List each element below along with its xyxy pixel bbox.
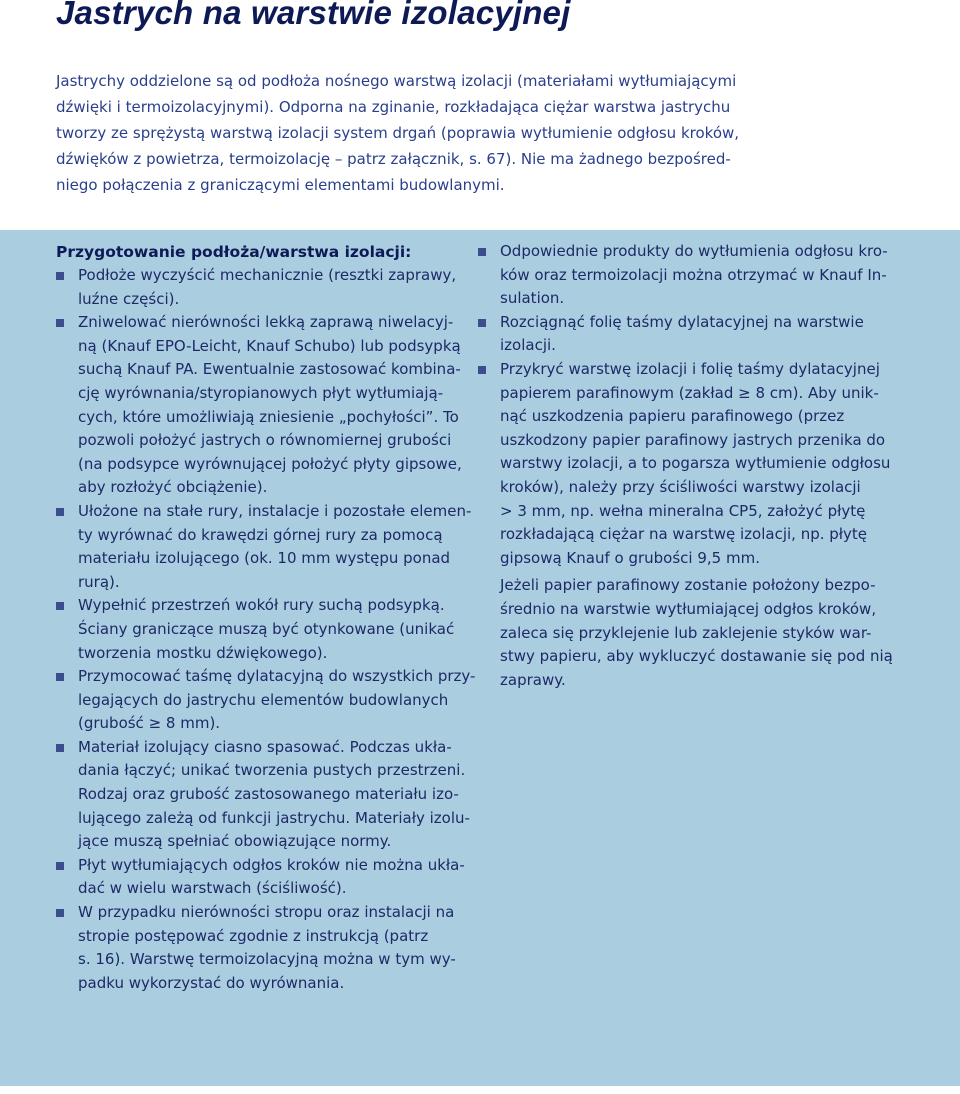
bullet-square-icon bbox=[56, 272, 64, 280]
list-item-line: dać w wielu warstwach (ściśliwość). bbox=[78, 879, 347, 898]
note-paragraph bbox=[478, 574, 893, 692]
list-item-line: kroków), należy przy ściśliwości warstwy izolacji bbox=[500, 477, 861, 496]
list-item-line: legających do jastrychu elementów budowlanych bbox=[78, 690, 449, 709]
list-item bbox=[56, 264, 456, 311]
list-item bbox=[478, 240, 888, 311]
note-line: średnio na warstwie wytłumiającej odgłos kroków, bbox=[500, 599, 877, 618]
list-item-line: Wypełnić przestrzeń wokół rury suchą podsypką. bbox=[78, 596, 445, 615]
list-item-line: ków oraz termoizolacji można otrzymać w Knauf In- bbox=[500, 265, 887, 284]
list-item-line: padku wykorzystać do wyrównania. bbox=[78, 973, 345, 992]
left-column bbox=[56, 240, 476, 995]
note-line: Jeżeli papier parafinowy zostanie położony bezpo- bbox=[500, 576, 876, 595]
list-item-line: Przykryć warstwę izolacji i folię taśmy dylatacyjnej bbox=[500, 359, 880, 378]
bullet-square-icon bbox=[56, 319, 64, 327]
list-item-line: Odpowiednie produkty do wytłumienia odgłosu kro- bbox=[500, 242, 888, 260]
list-item-line: W przypadku nierówności stropu oraz instalacji na bbox=[78, 903, 455, 922]
bullet-square-icon bbox=[56, 909, 64, 917]
list-item-line: cję wyrównania/styropianowych płyt wytłumiają- bbox=[78, 383, 444, 402]
list-item-line: ty wyrównać do krawędzi górnej rury za pomocą bbox=[78, 525, 443, 544]
list-item-line: cych, które umożliwiają zniesienie „pochyłości”. To bbox=[78, 407, 459, 426]
intro-line: tworzy ze sprężystą warstwą izolacji system drgań (poprawia wytłumienie odgłosu kroków, bbox=[56, 124, 740, 142]
list-item-line: rurą). bbox=[78, 572, 120, 591]
bullet-square-icon bbox=[478, 366, 486, 374]
list-item bbox=[56, 594, 456, 665]
list-item-line: Zniwelować nierówności lekką zaprawą niwelacyj- bbox=[78, 313, 454, 332]
list-item-line: (grubość ≥ 8 mm). bbox=[78, 714, 221, 733]
list-item-line: tworzenia mostku dźwiękowego). bbox=[78, 643, 328, 662]
list-item-line: gipsową Knauf o grubości 9,5 mm. bbox=[500, 548, 760, 567]
list-item bbox=[478, 311, 880, 358]
intro-line: dźwięków z powietrza, termoizolację – patrz załącznik, s. 67). Nie ma żadnego bezpośred- bbox=[56, 150, 731, 168]
list-item-line: (na podsypce wyrównującej położyć płyty gipsowe, bbox=[78, 454, 462, 473]
list-item-line: Ułożone na stałe rury, instalacje i pozostałe elemen- bbox=[78, 501, 472, 520]
bullet-square-icon bbox=[478, 248, 486, 256]
list-item-line: lującego zależą od funkcji jastrychu. Materiały izolu- bbox=[78, 808, 470, 827]
list-item bbox=[478, 358, 891, 570]
list-item-line: > 3 mm, np. wełna mineralna CP5, założyć płytę bbox=[500, 501, 866, 520]
bullet-square-icon bbox=[478, 319, 486, 327]
intro-line: niego połączenia z graniczącymi elementami budowlanymi. bbox=[56, 176, 505, 194]
list-item-line: Rozciągnąć folię taśmy dylatacyjnej na warstwie bbox=[500, 312, 864, 331]
bullet-square-icon bbox=[56, 862, 64, 870]
bottom-margin bbox=[0, 1086, 960, 1094]
list-item-line: suchą Knauf PA. Ewentualnie zastosować kombina- bbox=[78, 360, 461, 379]
list-item-line: jące muszą spełniać obowiązujące normy. bbox=[78, 832, 392, 851]
list-item-line: s. 16). Warstwę termoizolacyjną można w tym wy- bbox=[78, 950, 456, 969]
list-item bbox=[56, 311, 462, 500]
list-item-line: stropie postępować zgodnie z instrukcją (patrz bbox=[78, 926, 429, 945]
intro-line: Jastrychy oddzielone są od podłoża nośnego warstwą izolacji (materiałami wytłumiającymi bbox=[56, 72, 737, 90]
list-item-line: Podłoże wyczyścić mechanicznie (resztki zaprawy, bbox=[78, 266, 457, 284]
list-item-line: dania łączyć; unikać tworzenia pustych przestrzeni. bbox=[78, 761, 466, 780]
left-bullet-list bbox=[56, 264, 476, 995]
list-item-line: warstwy izolacji, a to pogarsza wytłumienie odgłosu bbox=[500, 454, 891, 473]
list-item-line: pozwoli położyć jastrych o równomiernej grubości bbox=[78, 431, 452, 450]
list-item bbox=[56, 854, 465, 901]
list-item-line: rozkładającą ciężar na warstwę izolacji, np. płytę bbox=[500, 525, 868, 544]
note-line: stwy papieru, aby wykluczyć dostawanie się pod nią bbox=[500, 647, 893, 666]
note-line: zaleca się przyklejenie lub zaklejenie styków war- bbox=[500, 623, 872, 642]
list-item-line: Ściany graniczące muszą być otynkowane (unikać bbox=[78, 619, 455, 638]
list-item-line: materiału izolującego (ok. 10 mm występu ponad bbox=[78, 549, 451, 568]
list-item bbox=[56, 665, 476, 736]
intro-line: dźwięki i termoizolacyjnymi). Odporna na zginanie, rozkładająca ciężar warstwa jastrychu bbox=[56, 98, 731, 116]
bullet-square-icon bbox=[56, 508, 64, 516]
list-item-line: Płyt wytłumiających odgłos kroków nie można ukła- bbox=[78, 855, 465, 874]
list-item-line: ną (Knauf EPO-Leicht, Knauf Schubo) lub podsypką bbox=[78, 336, 461, 355]
list-item-line: nąć uszkodzenia papieru parafinowego (przez bbox=[500, 407, 845, 426]
intro-paragraph bbox=[56, 68, 916, 198]
list-item-line: aby rozłożyć obciążenie). bbox=[78, 478, 268, 497]
list-item-line: uszkodzony papier parafinowy jastrych przenika do bbox=[500, 430, 886, 449]
list-item-line: izolacji. bbox=[500, 336, 556, 355]
bullet-square-icon bbox=[56, 602, 64, 610]
page-title: Jastrych na warstwie izolacyjnej bbox=[56, 0, 571, 31]
right-bullet-list bbox=[478, 240, 891, 570]
list-item bbox=[56, 736, 470, 854]
right-column bbox=[478, 240, 893, 692]
bullet-square-icon bbox=[56, 744, 64, 752]
section-heading: Przygotowanie podłoża/warstwa izolacji: bbox=[56, 243, 412, 261]
list-item bbox=[56, 901, 456, 995]
instructions-panel bbox=[0, 230, 960, 1086]
list-item-line: Przymocować taśmę dylatacyjną do wszystkich przy- bbox=[78, 667, 476, 686]
list-item-line: sulation. bbox=[500, 289, 565, 308]
list-item-line: papierem parafinowym (zakład ≥ 8 cm). Aby unik- bbox=[500, 383, 879, 402]
bullet-square-icon bbox=[56, 673, 64, 681]
list-item-line: luźne części). bbox=[78, 289, 180, 308]
list-item-line: Materiał izolujący ciasno spasować. Podczas ukła- bbox=[78, 737, 452, 756]
list-item bbox=[56, 500, 472, 594]
note-line: zaprawy. bbox=[500, 670, 566, 689]
list-item-line: Rodzaj oraz grubość zastosowanego materiału izo- bbox=[78, 785, 459, 804]
